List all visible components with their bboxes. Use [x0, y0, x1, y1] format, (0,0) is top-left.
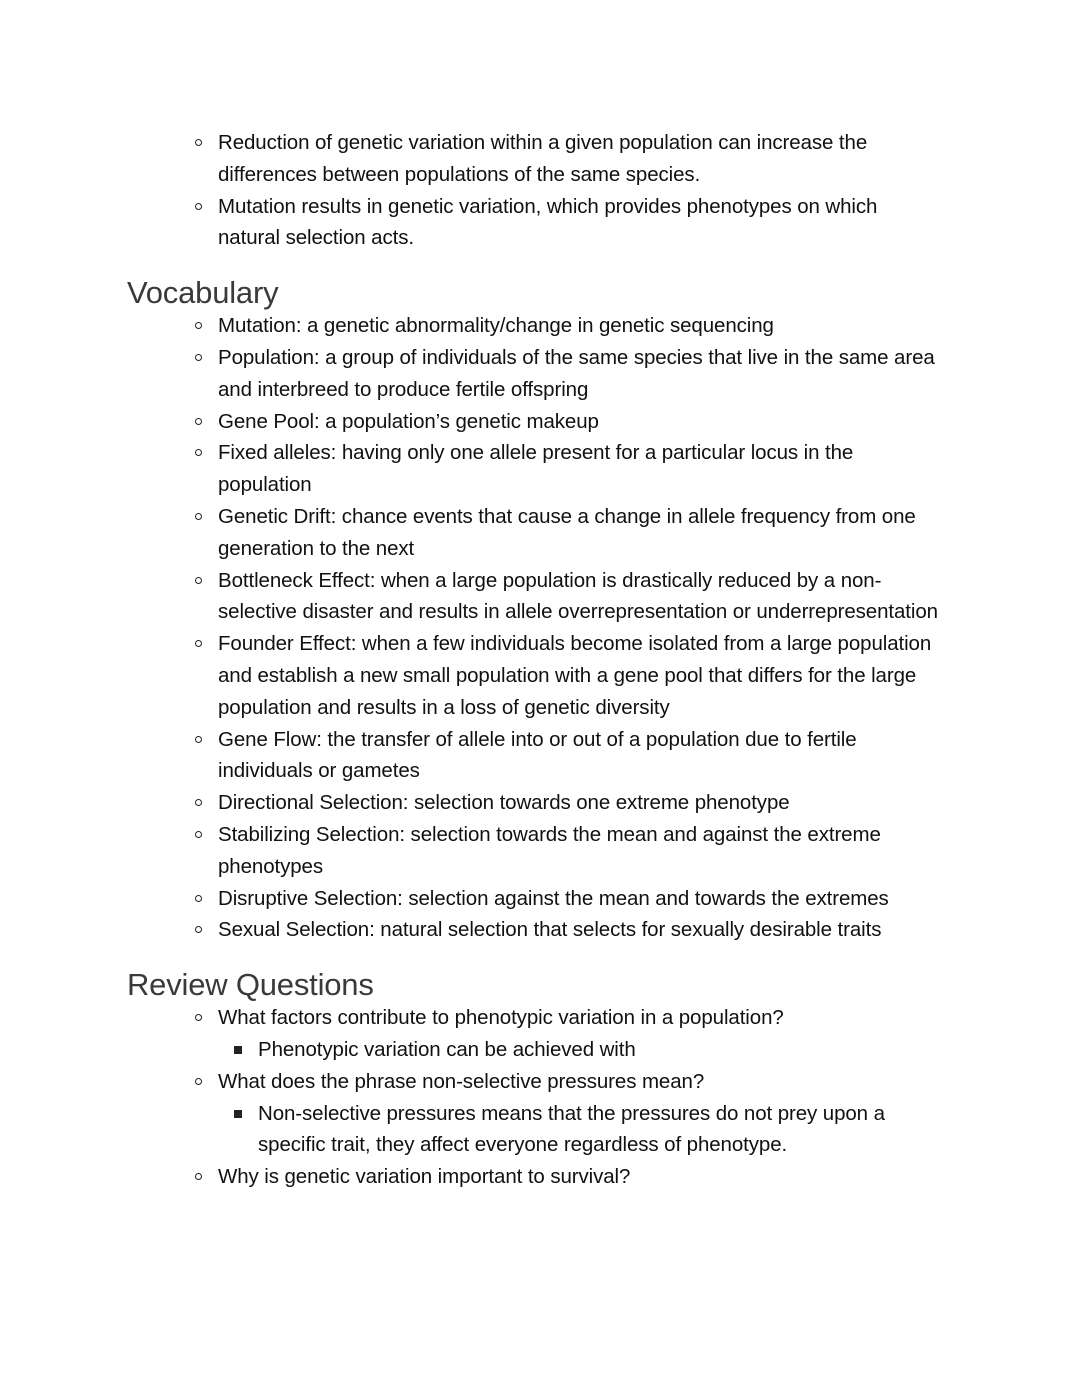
document-page — [0, 127, 1080, 1193]
hollow-circle-bullet-icon — [195, 139, 202, 146]
vocab-item-text: Founder Effect: when a few individuals become isolated from a large population and establish a new small population with a gene pool that differs for the large population and results in a loss of genetic diversity — [218, 632, 932, 719]
vocab-item-text: Gene Pool: a population’s genetic makeup — [218, 409, 599, 433]
hollow-circle-bullet-icon — [195, 354, 202, 361]
hollow-circle-bullet-icon — [195, 1014, 202, 1021]
vocab-item — [218, 628, 940, 723]
review-questions-heading: Review Questions — [127, 967, 374, 1003]
question-item — [218, 1066, 940, 1161]
answer-item — [258, 1034, 940, 1066]
hollow-circle-bullet-icon — [195, 895, 202, 902]
list-item-text: Reduction of genetic variation within a given population can increase the differences between populations of the same species. — [218, 131, 868, 186]
vocab-item-text: Population: a group of individuals of the same species that live in the same area and interbreed to produce fertile offspring — [218, 345, 935, 401]
vocab-item — [218, 501, 940, 565]
vocab-item-text: Disruptive Selection: selection against the mean and towards the extremes — [218, 886, 889, 910]
question-item — [218, 1002, 940, 1066]
question-item — [218, 1161, 940, 1193]
hollow-circle-bullet-icon — [195, 322, 202, 329]
vocab-item-text: Directional Selection: selection towards one extreme phenotype — [218, 791, 790, 815]
vocab-item-text: Fixed alleles: having only one allele present for a particular locus in the population — [218, 441, 854, 497]
vocab-item — [218, 342, 940, 406]
vocab-item-text: Bottleneck Effect: when a large population is drastically reduced by a non-selective disaster and results in allele overrepresentation or underrepresentation — [218, 568, 938, 624]
square-bullet-icon — [234, 1046, 242, 1054]
hollow-circle-bullet-icon — [195, 449, 202, 456]
hollow-circle-bullet-icon — [195, 513, 202, 520]
answer-list — [218, 1034, 940, 1066]
vocab-item-text: Stabilizing Selection: selection towards the mean and against the extreme phenotypes — [218, 822, 881, 878]
question-text: Why is genetic variation important to survival? — [218, 1165, 631, 1189]
list-item-text: Mutation results in genetic variation, which provides phenotypes on which natural selection acts. — [218, 194, 878, 250]
vocab-item — [218, 914, 940, 946]
hollow-circle-bullet-icon — [195, 831, 202, 838]
list-item — [218, 191, 940, 255]
vocab-item — [218, 565, 940, 629]
hollow-circle-bullet-icon — [195, 1173, 202, 1180]
answer-text: Non-selective pressures means that the pressures do not prey upon a specific trait, they affect everyone regardless of phenotype. — [258, 1101, 885, 1157]
hollow-circle-bullet-icon — [195, 1078, 202, 1085]
review-questions-list — [0, 1002, 1080, 1193]
hollow-circle-bullet-icon — [195, 203, 202, 210]
hollow-circle-bullet-icon — [195, 418, 202, 425]
vocab-item-text: Gene Flow: the transfer of allele into or out of a population due to fertile individuals or gametes — [218, 727, 857, 783]
hollow-circle-bullet-icon — [195, 926, 202, 933]
answer-item — [258, 1098, 940, 1162]
vocab-item-text: Mutation: a genetic abnormality/change in genetic sequencing — [218, 314, 774, 338]
square-bullet-icon — [234, 1110, 242, 1118]
hollow-circle-bullet-icon — [195, 577, 202, 584]
vocab-item — [218, 819, 940, 883]
vocabulary-list — [0, 310, 1080, 946]
vocab-item-text: Genetic Drift: chance events that cause a change in allele frequency from one generation to the next — [218, 504, 916, 560]
answer-list — [218, 1098, 940, 1162]
hollow-circle-bullet-icon — [195, 736, 202, 743]
vocab-item — [218, 406, 940, 438]
hollow-circle-bullet-icon — [195, 640, 202, 647]
vocab-item — [218, 883, 940, 915]
vocab-item-text: Sexual Selection: natural selection that selects for sexually desirable traits — [218, 918, 882, 942]
list-item — [218, 127, 940, 191]
vocab-item — [218, 437, 940, 501]
intro-list — [0, 127, 1080, 254]
answer-text: Phenotypic variation can be achieved with — [258, 1037, 636, 1061]
vocab-item — [218, 310, 940, 342]
hollow-circle-bullet-icon — [195, 799, 202, 806]
vocabulary-heading: Vocabulary — [127, 275, 279, 311]
vocab-item — [218, 724, 940, 788]
question-text: What does the phrase non-selective pressures mean? — [218, 1069, 705, 1093]
vocab-item — [218, 787, 940, 819]
question-text: What factors contribute to phenotypic variation in a population? — [218, 1006, 784, 1030]
